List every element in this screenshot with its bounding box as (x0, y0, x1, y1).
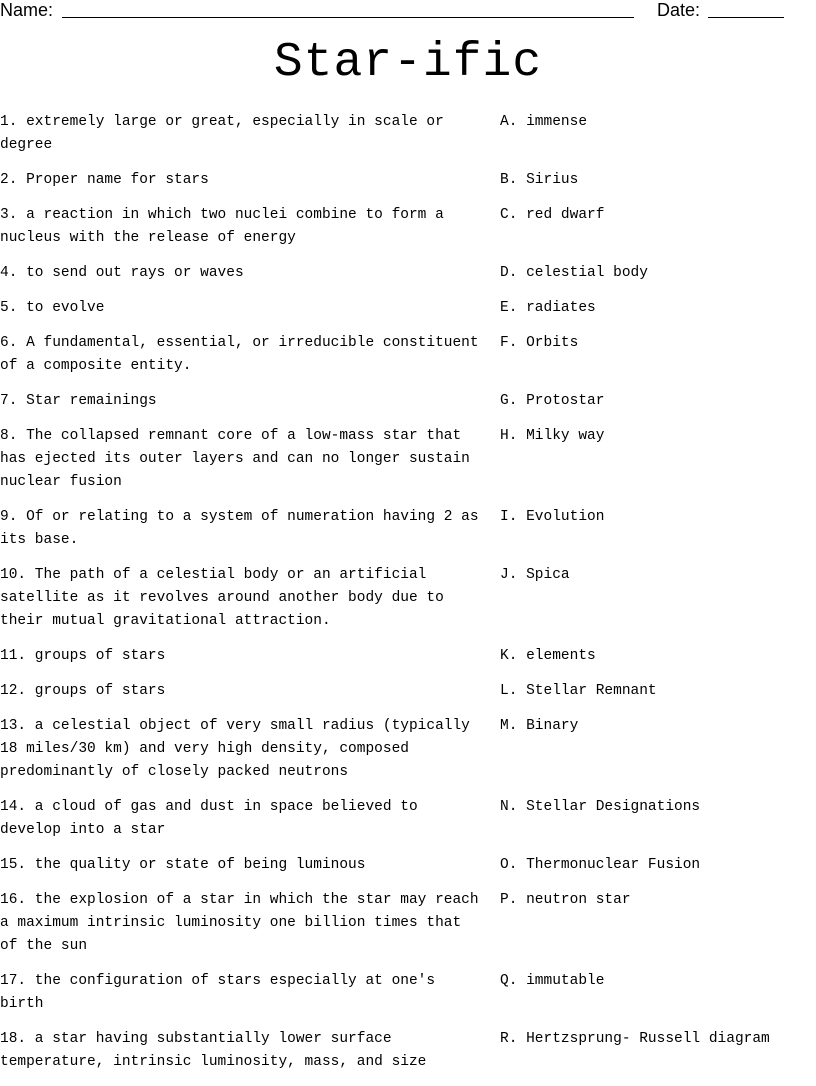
answer-option: I. Evolution (500, 509, 605, 525)
clue-text: 3. a reaction in which two nuclei combine to form a nucleus with the release of energy (0, 207, 444, 246)
matching-row (0, 970, 816, 1016)
answer-option: K. elements (500, 648, 596, 664)
answer-option: F. Orbits (500, 335, 579, 351)
answer-option: E. radiates (500, 300, 596, 316)
matching-row (0, 564, 816, 633)
matching-row (0, 1028, 816, 1074)
clue-text: 7. Star remainings (0, 393, 157, 409)
answer-option: D. celestial body (500, 265, 648, 281)
clue-text: 4. to send out rays or waves (0, 265, 244, 281)
clue-text: 2. Proper name for stars (0, 172, 209, 188)
clue-text: 13. a celestial object of very small radius (typically 18 miles/30 km) and very high density, composed predominantly of closely packed neutrons (0, 718, 470, 780)
answer-option: J. Spica (500, 567, 570, 583)
matching-row (0, 715, 816, 784)
matching-row (0, 297, 816, 320)
date-blank-line[interactable] (708, 17, 784, 18)
answer-option: L. Stellar Remnant (500, 683, 657, 699)
clue-text: 15. the quality or state of being luminous (0, 857, 366, 873)
answer-option: M. Binary (500, 718, 579, 734)
clue-text: 14. a cloud of gas and dust in space believed to develop into a star (0, 799, 418, 838)
name-blank-line[interactable] (62, 17, 634, 18)
matching-row (0, 332, 816, 378)
matching-row (0, 111, 816, 157)
answer-option: N. Stellar Designations (500, 799, 701, 815)
answer-option: Q. immutable (500, 973, 605, 989)
worksheet-title: Star-ific (273, 36, 543, 90)
answer-option: G. Protostar (500, 393, 605, 409)
matching-row (0, 425, 816, 494)
answer-option: A. immense (500, 114, 588, 130)
date-label: Date: (657, 0, 701, 20)
clue-text: 16. the explosion of a star in which the star may reach a maximum intrinsic luminosity one billion times that of the sun (0, 892, 479, 954)
matching-row (0, 262, 816, 285)
name-label: Name: (0, 0, 54, 20)
matching-list (0, 111, 816, 1086)
matching-row (0, 889, 816, 958)
matching-row (0, 680, 816, 703)
matching-row (0, 506, 816, 552)
matching-row (0, 390, 816, 413)
clue-text: 11. groups of stars (0, 648, 166, 664)
clue-text: 18. a star having substantially lower surface temperature, intrinsic luminosity, mass, and size (0, 1031, 427, 1070)
matching-row (0, 204, 816, 250)
matching-row (0, 169, 816, 192)
matching-row (0, 796, 816, 842)
answer-option: C. red dwarf (500, 207, 605, 223)
matching-row (0, 854, 816, 877)
worksheet-header (0, 0, 816, 24)
answer-option: P. neutron star (500, 892, 631, 908)
clue-text: 8. The collapsed remnant core of a low-mass star that has ejected its outer layers and can no longer sustain nuclear fusion (0, 428, 470, 490)
clue-text: 10. The path of a celestial body or an artificial satellite as it revolves around another body due to their mutual gravitational attraction. (0, 567, 444, 629)
answer-option: H. Milky way (500, 428, 605, 444)
clue-text: 1. extremely large or great, especially in scale or degree (0, 114, 444, 153)
clue-text: 12. groups of stars (0, 683, 166, 699)
clue-text: 9. Of or relating to a system of numeration having 2 as its base. (0, 509, 479, 548)
matching-row (0, 645, 816, 668)
answer-option: B. Sirius (500, 172, 579, 188)
clue-text: 6. A fundamental, essential, or irreducible constituent of a composite entity. (0, 335, 479, 374)
answer-option: O. Thermonuclear Fusion (500, 857, 701, 873)
clue-text: 17. the configuration of stars especially at one's birth (0, 973, 436, 1012)
answer-option: R. Hertzsprung- Russell diagram (500, 1031, 770, 1047)
clue-text: 5. to evolve (0, 300, 105, 316)
